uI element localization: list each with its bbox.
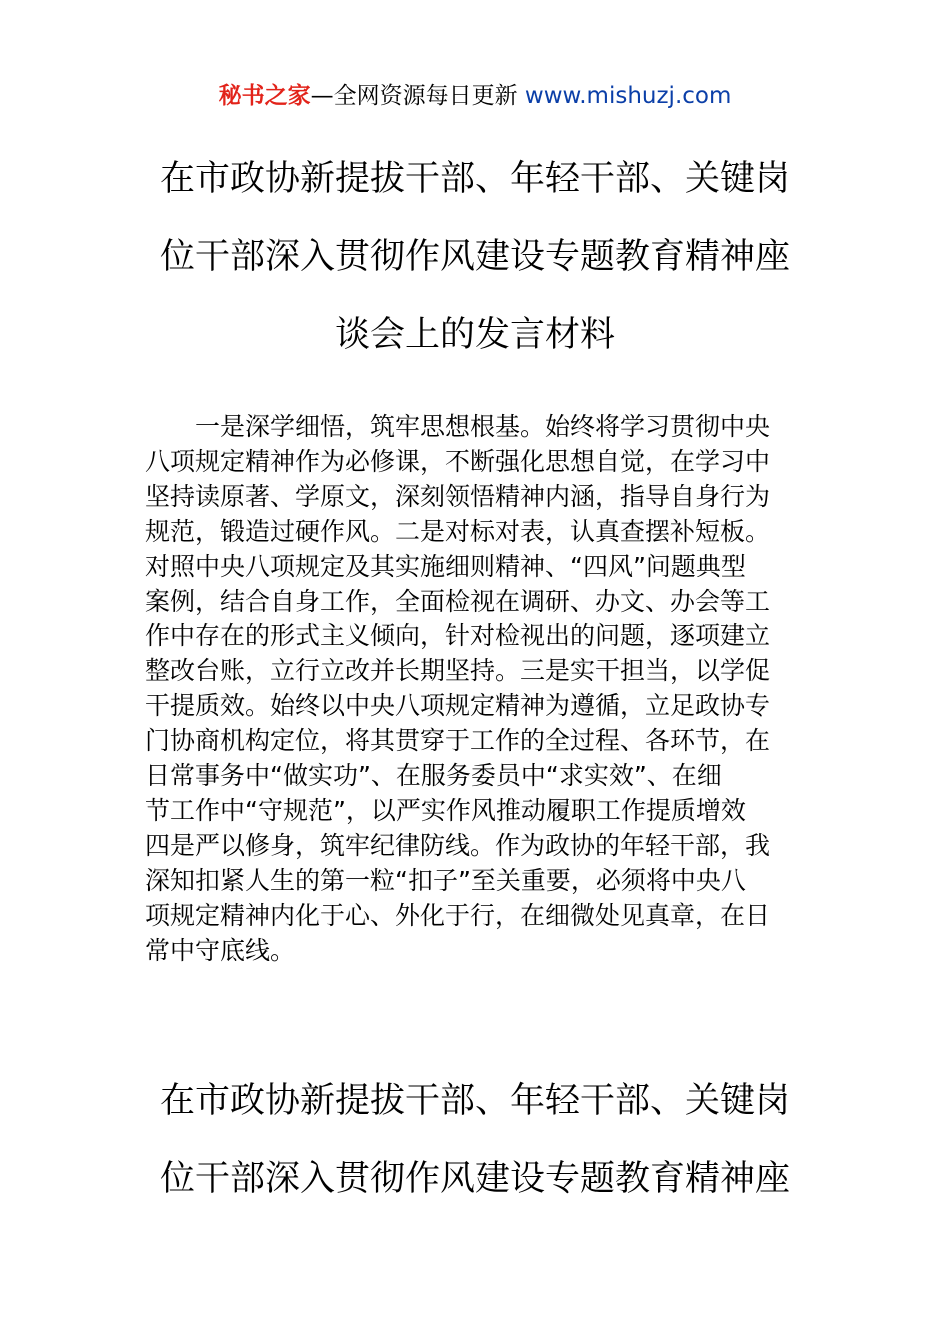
body-line: 常中守底线。 <box>145 935 296 965</box>
body-line: 规范，锻造过硬作风。二是对标对表，认真查摆补短板。 <box>145 516 771 546</box>
next-title-line: 在市政协新提拔干部、年轻干部、关键岗 <box>159 1081 790 1121</box>
body-line: 对照中央八项规定及其实施细则精神、“四风”问题典型 <box>145 551 746 581</box>
body-line: 案例，结合自身工作，全面检视在调研、办文、办会等工 <box>145 586 771 616</box>
body-line: 深知扣紧人生的第一粒“扣子”至关重要，必须将中央八 <box>145 865 746 895</box>
site-header <box>0 80 950 112</box>
body-line: 一是深学细悟，筑牢思想根基。始终将学习贯彻中央 <box>145 412 771 441</box>
title-line: 谈会上的发言材料 <box>334 315 615 355</box>
body-line: 项规定精神内化于心、外化于行，在细微处见真章，在日 <box>145 900 771 930</box>
body-line: 四是严以修身，筑牢纪律防线。作为政协的年轻干部，我 <box>145 830 771 860</box>
document-body <box>145 410 810 969</box>
body-line: 坚持读原著、学原文，深刻领悟精神内涵，指导自身行为 <box>145 481 771 511</box>
body-line: 日常事务中“做实功”、在服务委员中“求实效”、在细 <box>145 761 722 791</box>
body-line: 作中存在的形式主义倾向，针对检视出的问题，逐项建立 <box>145 621 771 651</box>
document-title <box>140 140 810 374</box>
title-line: 位干部深入贯彻作风建设专题教育精神座 <box>159 237 790 277</box>
site-url-link[interactable]: www.mishuzj.com <box>524 83 732 109</box>
body-line: 八项规定精神作为必修课，不断强化思想自觉，在学习中 <box>145 446 771 476</box>
body-line: 干提质效。始终以中央八项规定精神为遵循，立足政协专 <box>145 691 771 721</box>
next-title-line: 位干部深入贯彻作风建设专题教育精神座 <box>159 1159 790 1199</box>
next-document-title <box>140 1062 810 1218</box>
body-line: 节工作中“守规范”，以严实作风推动履职工作提质增效 <box>145 795 746 825</box>
body-line: 整改台账，立行立改并长期坚持。三是实干担当，以学促 <box>145 656 771 686</box>
site-tagline: —全网资源每日更新 <box>310 83 525 109</box>
title-line: 在市政协新提拔干部、年轻干部、关键岗 <box>159 159 790 199</box>
site-brand: 秘书之家 <box>218 83 311 109</box>
body-line: 门协商机构定位，将其贯穿于工作的全过程、各环节，在 <box>145 726 771 756</box>
